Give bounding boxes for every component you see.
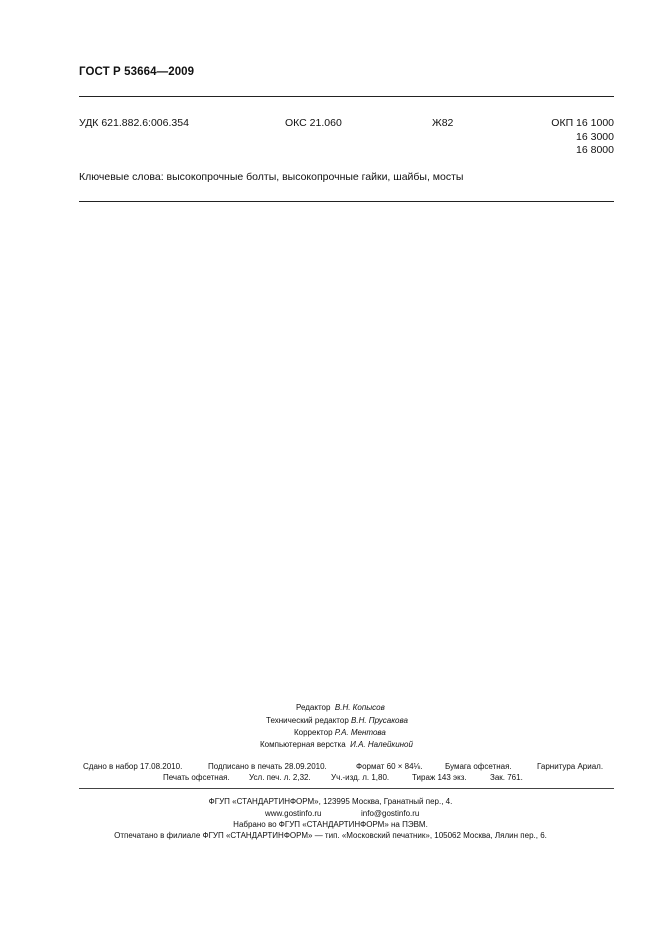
credit-corrector	[294, 728, 386, 737]
corrector-name: Р.А. Ментова	[334, 728, 386, 737]
publisher-web: www.gostinfo.ru	[265, 809, 322, 818]
tech-editor-name: В.Н. Прусакова	[351, 716, 408, 725]
keywords: Ключевые слова: высокопрочные болты, высокопрочные гайки, шайбы, мосты	[79, 171, 464, 183]
print-run: Тираж 143 экз.	[412, 773, 467, 782]
okp-codes	[551, 117, 614, 158]
print-divider	[79, 788, 614, 789]
publisher-typeset: Набрано во ФГУП «СТАНДАРТИНФОРМ» на ПЭВМ.	[233, 820, 428, 829]
publisher-printed: Отпечатано в филиале ФГУП «СТАНДАРТИНФОРМ» — тип. «Московский печатник», 105062 Москва, Лялин пер., 6.	[114, 831, 547, 840]
credit-tech-editor	[266, 716, 408, 725]
layout-label: Компьютерная верстка	[260, 740, 346, 749]
print-order: Зак. 761.	[490, 773, 523, 782]
okp-code-2: 16 3000	[576, 130, 614, 143]
print-method: Печать офсетная.	[163, 773, 230, 782]
print-format: Формат 60 × 84⅛.	[356, 762, 423, 771]
print-edit-sheets: Уч.-изд. л. 1,80.	[331, 773, 390, 782]
oks-code: ОКС 21.060	[285, 117, 342, 129]
publisher-email: info@gostinfo.ru	[361, 809, 420, 818]
tech-editor-label: Технический редактор	[266, 716, 349, 725]
document-code: ГОСТ Р 53664—2009	[79, 66, 195, 78]
corrector-label: Корректор	[294, 728, 333, 737]
layout-name: И.А. Налейкиной	[350, 740, 413, 749]
print-signed: Подписано в печать 28.09.2010.	[208, 762, 327, 771]
zh-code: Ж82	[432, 117, 454, 129]
credit-editor	[296, 703, 385, 712]
udk-code: УДК 621.882.6:006.354	[79, 117, 189, 129]
credit-layout	[260, 740, 413, 749]
editor-label: Редактор	[296, 703, 331, 712]
print-font: Гарнитура Ариал.	[537, 762, 604, 771]
editor-name: В.Н. Копысов	[334, 703, 385, 712]
print-typeset: Сдано в набор 17.08.2010.	[83, 762, 183, 771]
okp-code-1: ОКП 16 1000	[551, 117, 614, 129]
okp-code-3: 16 8000	[576, 144, 614, 156]
top-divider	[79, 96, 614, 97]
print-paper: Бумага офсетная.	[445, 762, 512, 771]
publisher-address: ФГУП «СТАНДАРТИНФОРМ», 123995 Москва, Гранатный пер., 4.	[208, 797, 453, 806]
bottom-divider	[79, 201, 614, 202]
print-sheets: Усл. печ. л. 2,32.	[249, 773, 311, 782]
